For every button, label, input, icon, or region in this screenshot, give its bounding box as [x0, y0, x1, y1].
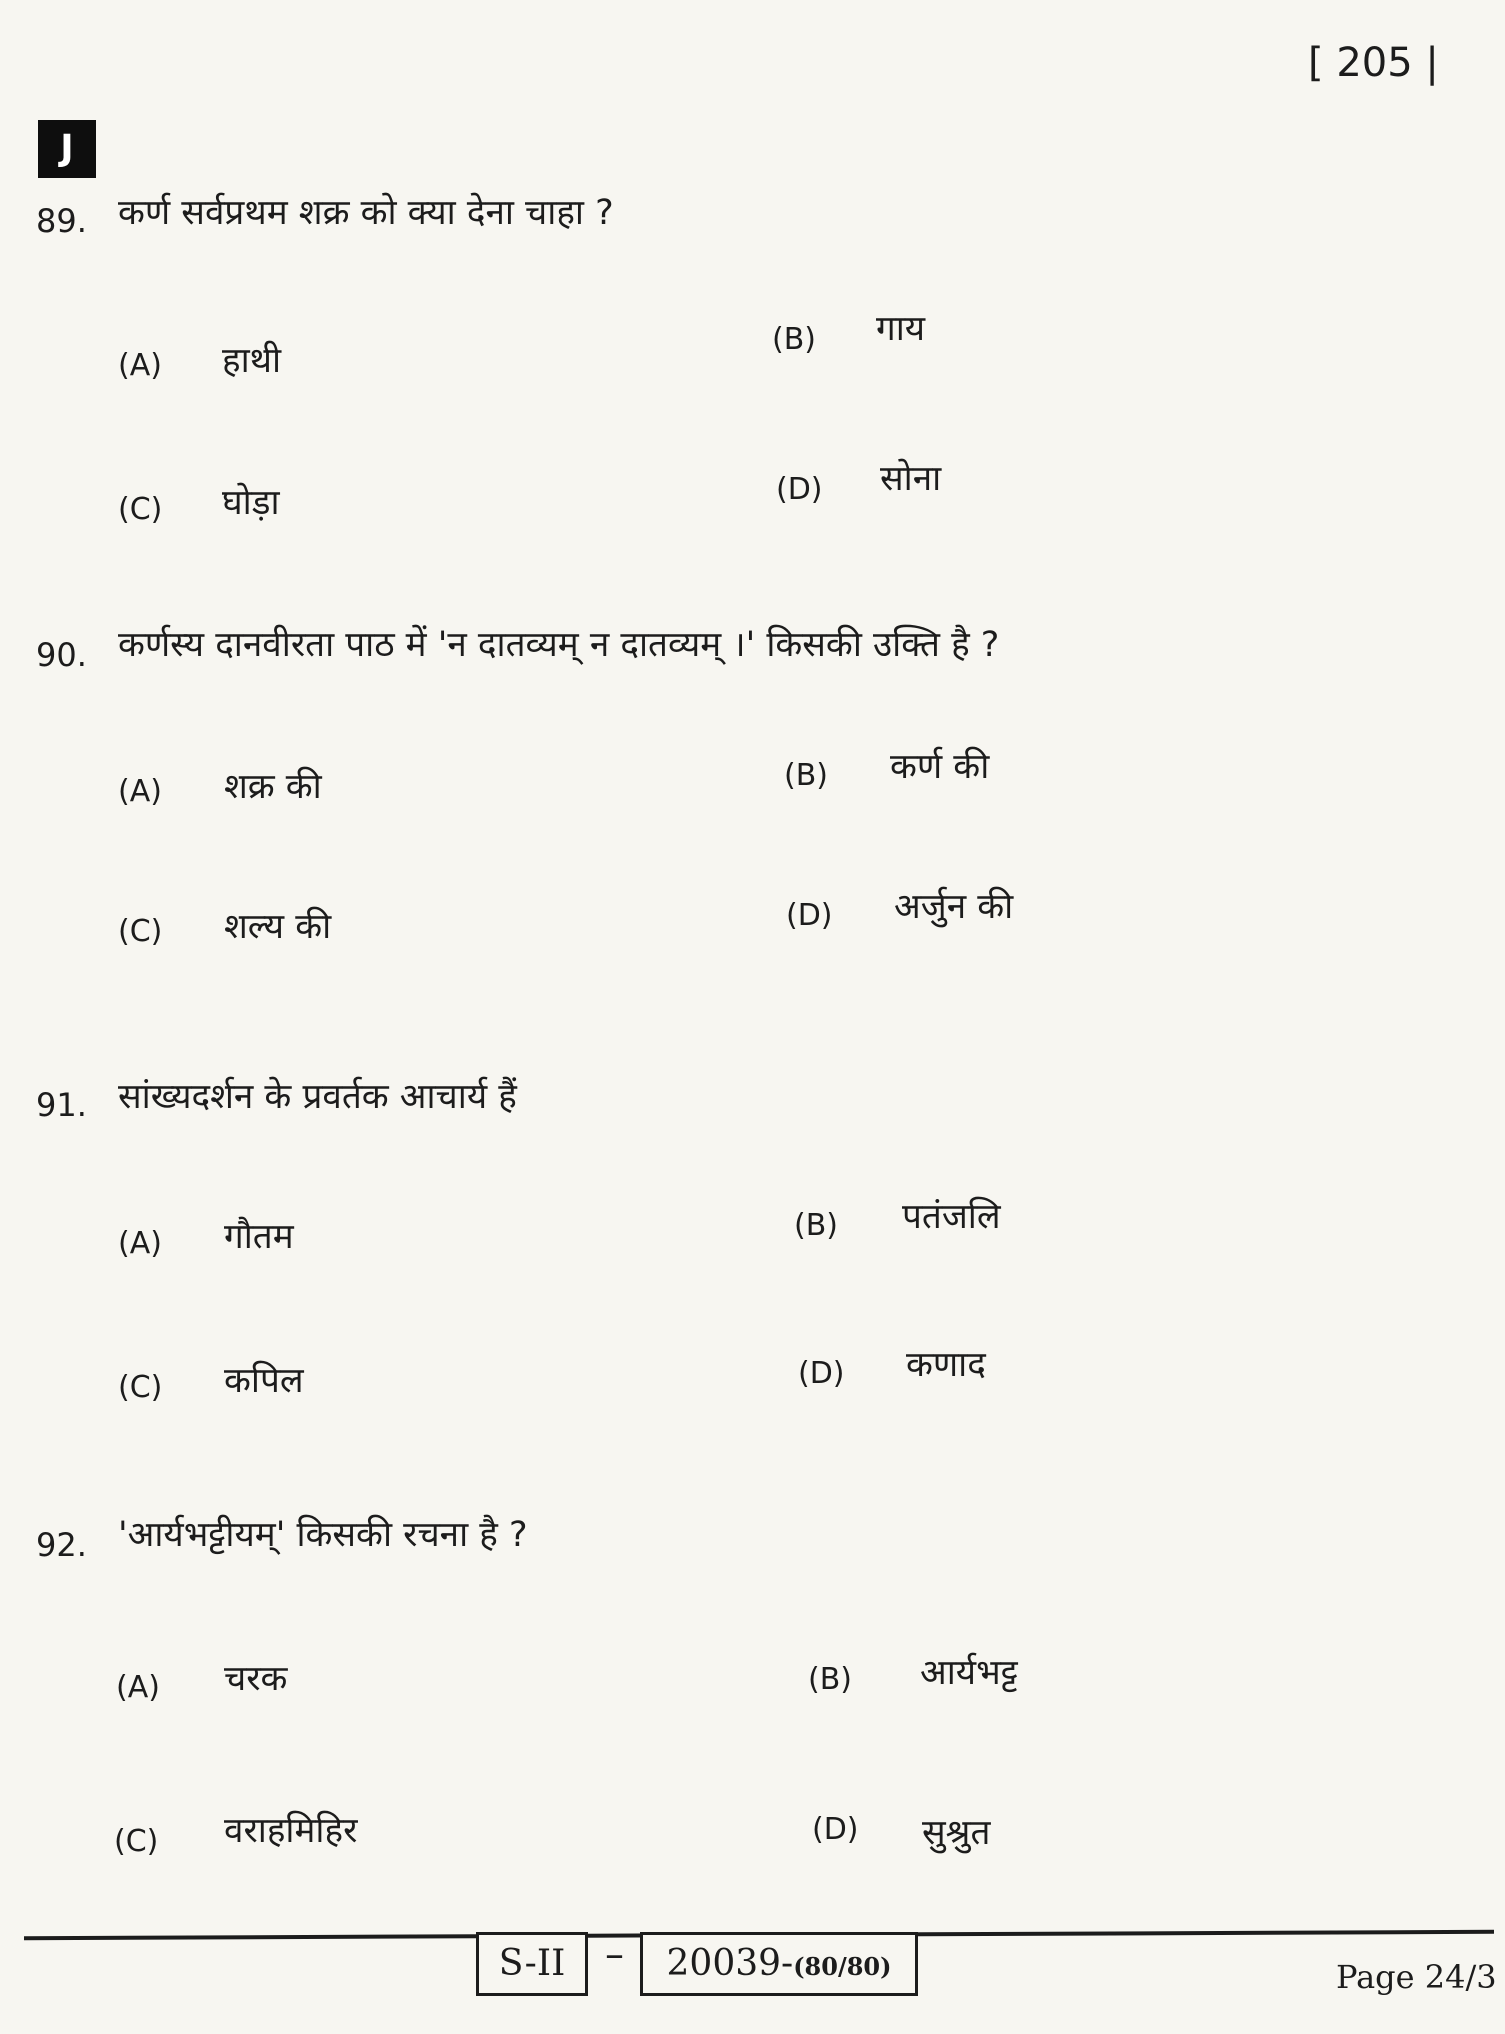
question-number: 92. — [36, 1526, 87, 1564]
option-b-letter: (B) — [794, 1208, 838, 1243]
series-code-box — [476, 1932, 588, 1996]
option-d-text: अर्जुन की — [894, 887, 1014, 927]
option-c-text: कपिल — [224, 1361, 304, 1401]
option-d-letter: (D) — [786, 898, 833, 933]
option-d-text: कणाद — [906, 1345, 986, 1385]
option-b-text: पतंजलि — [902, 1197, 1001, 1237]
option-c-text: वराहमिहिर — [224, 1811, 358, 1851]
option-d-letter: (D) — [812, 1812, 859, 1847]
option-d-text: सोना — [880, 459, 942, 499]
option-c-text: शल्य की — [224, 907, 332, 947]
question-text: सांख्यदर्शन के प्रवर्तक आचार्य हैं — [118, 1077, 517, 1117]
option-d-letter: (D) — [798, 1356, 845, 1391]
option-b-text: कर्ण की — [890, 747, 990, 787]
set-code-badge: J — [38, 120, 96, 178]
option-a-text: चरक — [224, 1659, 288, 1699]
option-b-letter: (B) — [784, 758, 828, 793]
paper-code-box — [640, 1932, 918, 1996]
option-a-letter: (A) — [118, 1226, 162, 1261]
paper-code: 20039- — [666, 1943, 794, 1984]
option-a-text: गौतम — [224, 1217, 294, 1257]
option-d-letter: (D) — [776, 472, 823, 507]
option-b-text: आर्यभट्ट — [920, 1653, 1018, 1693]
option-a-letter: (A) — [118, 348, 162, 383]
series-code: S-II — [498, 1943, 566, 1984]
question-number: 90. — [36, 636, 87, 674]
question-text: 'आर्यभट्टीयम्' किसकी रचना है ? — [118, 1515, 528, 1555]
question-text: कर्ण सर्वप्रथम शक्र को क्या देना चाहा ? — [118, 193, 614, 233]
option-a-letter: (A) — [118, 774, 162, 809]
footer-dash: – — [605, 1932, 624, 1976]
option-b-text: गाय — [876, 309, 926, 349]
question-number: 91. — [36, 1086, 87, 1124]
option-a-text: हाथी — [222, 341, 282, 381]
option-b-letter: (B) — [808, 1662, 852, 1697]
option-c-letter: (C) — [114, 1824, 159, 1859]
option-c-letter: (C) — [118, 492, 163, 527]
option-d-text: सुश्रुत — [922, 1813, 991, 1853]
option-b-letter: (B) — [772, 322, 816, 357]
option-c-letter: (C) — [118, 1370, 163, 1405]
option-c-text: घोड़ा — [222, 483, 280, 523]
option-c-letter: (C) — [118, 914, 163, 949]
option-a-text: शक्र की — [224, 767, 322, 807]
option-a-letter: (A) — [116, 1670, 160, 1705]
question-number: 89. — [36, 202, 87, 240]
page-number: [ 205 | — [1308, 40, 1439, 86]
question-text: कर्णस्य दानवीरता पाठ में 'न दातव्यम् न दातव्यम् ।' किसकी उक्ति है ? — [118, 625, 1000, 665]
page-label: Page 24/3 — [1336, 1958, 1497, 1996]
paper-code-suffix: (80/80) — [793, 1952, 892, 1981]
